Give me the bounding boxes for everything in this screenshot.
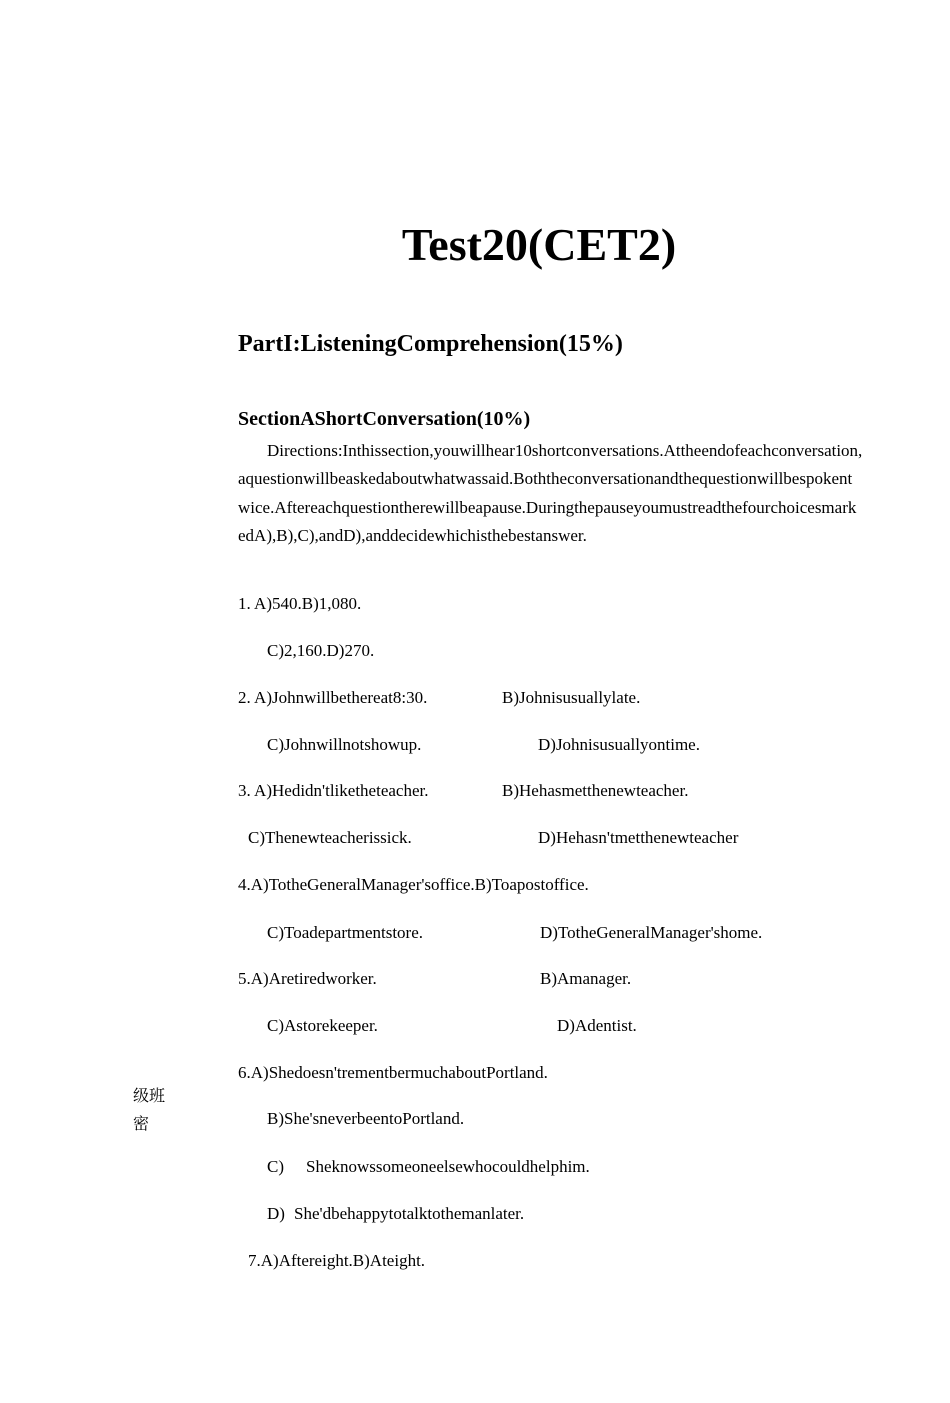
directions-line: wice.Aftereachquestiontherewillbeapause.Duringthepauseyoumustreadthefourchoicesmark [238, 498, 857, 517]
side-label-secret: 密 [133, 1114, 150, 1133]
question-2-option-c: C)Johnwillnotshowup. [267, 735, 422, 754]
question-6-option-d-label: D) [267, 1204, 285, 1223]
directions-line: aquestionwillbeaskedaboutwhatwassaid.Boththeconversationandthequestionwillbespokent [238, 469, 853, 488]
question-3-option-d: D)Hehasn'tmetthenewteacher [538, 828, 739, 847]
question-5-option-b: B)Amanager. [540, 969, 632, 988]
question-2-option-b: B)Johnisusuallylate. [502, 688, 641, 707]
question-4-option-d: D)TotheGeneralManager'shome. [540, 923, 763, 942]
question-1-line-2: C)2,160.D)270. [267, 641, 375, 660]
section-heading: SectionAShortConversation(10%) [238, 408, 531, 430]
question-6-option-b: B)She'sneverbeentoPortland. [267, 1109, 465, 1128]
question-4-line-1: 4.A)TotheGeneralManager'soffice.B)Toapostoffice. [238, 875, 589, 894]
side-label-class: 级班 [133, 1086, 166, 1105]
question-6-option-c-text: Sheknowssomeoneelsewhocouldhelphim. [306, 1157, 590, 1176]
question-5-option-a: 5.A)Aretiredworker. [238, 969, 377, 988]
page-title: Test20(CET2) [401, 219, 677, 270]
question-7-line-1: 7.A)Aftereight.B)Ateight. [248, 1251, 426, 1270]
question-5-option-c: C)Astorekeeper. [267, 1016, 378, 1035]
question-6-option-d-text: She'dbehappytotalktothemanlater. [294, 1204, 525, 1223]
question-3-option-c: C)Thenewteacherissick. [248, 828, 412, 847]
question-4-option-c: C)Toadepartmentstore. [267, 923, 424, 942]
question-5-option-d: D)Adentist. [557, 1016, 637, 1035]
question-2-option-d: D)Johnisusuallyontime. [538, 735, 700, 754]
question-2-option-a: 2. A)Johnwillbethereat8:30. [238, 688, 428, 707]
part-heading: PartI:ListeningComprehension(15%) [238, 331, 623, 357]
question-6-option-c-label: C) [267, 1157, 284, 1176]
directions-line: Directions:Inthissection,youwillhear10shortconversations.Attheendofeachconversation, [267, 441, 863, 460]
question-3-option-b: B)Hehasmetthenewteacher. [502, 781, 689, 800]
question-3-option-a: 3. A)Hedidn'tliketheteacher. [238, 781, 429, 800]
question-1-line-1: 1. A)540.B)1,080. [238, 594, 362, 613]
question-6-option-a: 6.A)Shedoesn'trementbermuchaboutPortland. [238, 1063, 548, 1082]
directions-line: edA),B),C),andD),anddecidewhichisthebestanswer. [238, 526, 587, 545]
